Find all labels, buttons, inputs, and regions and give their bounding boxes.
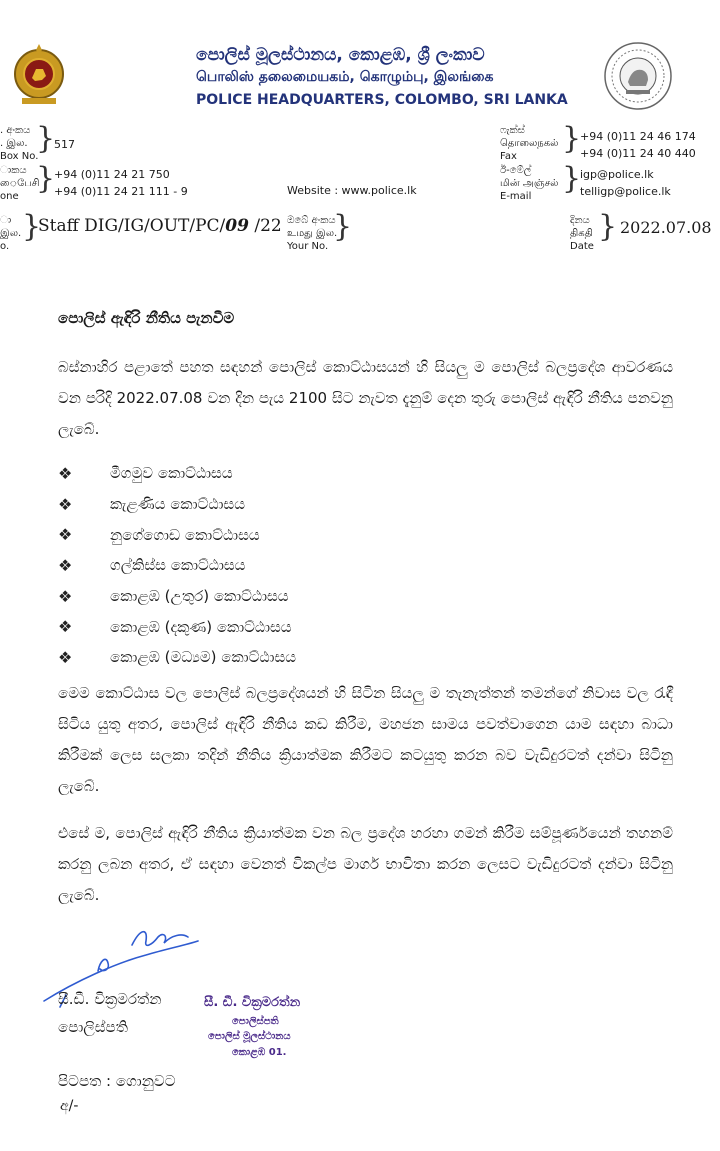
fax-brace: } bbox=[562, 121, 582, 156]
pobox-brace: } bbox=[36, 121, 56, 156]
phone-values bbox=[54, 166, 188, 200]
diamond-bullet-icon: ❖ bbox=[58, 555, 73, 575]
copy-to-line: පිටපත : ගොනුවට bbox=[58, 1072, 176, 1090]
phone-brace: } bbox=[36, 161, 56, 196]
paragraph-2: මෙම කොට්ඨාස වල පොලිස් බලප්‍රදේශයන් හි සිටින සියලු ම තැනැත්තන් තමන්ගේ නිවාස වල රැඳී සිටිය යුතු අතර, පොලිස් ඇඳිරි නීතිය කඩ කිරීම, මහජන සාමය පවත්වාගෙන යාම සඳහා බාධා කිරීමක් ලෙස සලකා තදින් නීතිය ක්‍රියාත්මක කිරීමට කටයුතු කරන බව වැඩිදුරටත් දන්වා සිටිනු ලැබේ. bbox=[58, 684, 673, 795]
end-mark: අ/- bbox=[60, 1098, 79, 1114]
email-brace: } bbox=[562, 161, 582, 196]
signatory-name: සී.ඩී. වික්‍රමරත්න bbox=[58, 990, 162, 1008]
list-item: ❖ නුගේගොඩ කොට්ඨාසය bbox=[58, 525, 260, 545]
paragraph-1: බස්නාහිර පළාතේ පහත සඳහන් පොලිස් කොට්ඨාසයන් හි සියලු ම පොලිස් බලප්‍රදේශ ආවරණය වන පරිදි 2022.07.08 වන දින පැය 2100 සිට නැවත දැනුම් දෙන තුරු පොලිස් ඇඳිරි නීතිය පනවනු ලැබේ. bbox=[58, 358, 673, 438]
fax-value-2: +94 (0)11 24 40 440 bbox=[580, 147, 696, 160]
pobox-label: . අංකය . இல. Box No. bbox=[0, 125, 39, 162]
stamp-title: පොලිස්පති bbox=[232, 1016, 279, 1027]
stamp-name: සී. ඩී. වික්‍රමරත්න bbox=[204, 995, 301, 1010]
fax-label: ෆැක්ස් தொலைநகல் Fax bbox=[500, 125, 559, 162]
diamond-bullet-icon: ❖ bbox=[58, 586, 73, 606]
division-list bbox=[58, 458, 296, 673]
diamond-bullet-icon: ❖ bbox=[58, 647, 73, 667]
stamp-office: පොලිස් මූලස්ථානය bbox=[208, 1031, 291, 1042]
list-item: ❖ මීගමුව කොට්ඨාසය bbox=[58, 463, 233, 483]
letterhead-title-tamil: பொலிஸ் தலைமையகம், கொழும்பு, இலங்கை bbox=[196, 69, 494, 85]
letterhead-title-english: POLICE HEADQUARTERS, COLOMBO, SRI LANKA bbox=[196, 92, 568, 108]
email-value-2[interactable]: telligp@police.lk bbox=[580, 185, 671, 198]
letterhead-title-sinhala: පොලිස් මූලස්ථානය, කොළඹ, ශ්‍රී ලංකාව bbox=[196, 45, 485, 65]
reference-number: Staff DIG/IG/OUT/PC/09 /22 bbox=[38, 216, 282, 236]
pobox-value: 517 bbox=[54, 138, 75, 151]
my-no-brace: } bbox=[22, 209, 42, 244]
email-label: ඊ-මේල් மின் அஞ்சல் E-mail bbox=[500, 165, 559, 202]
document-date: 2022.07.08 bbox=[620, 218, 712, 237]
signatory-title: පොලිස්පති bbox=[58, 1018, 128, 1036]
my-no-label: ා இல. o. bbox=[0, 215, 22, 252]
fax-value-1: +94 (0)11 24 46 174 bbox=[580, 130, 696, 143]
list-item: ❖ කැළණිය කොට්ඨාසය bbox=[58, 494, 245, 514]
your-no-label: ඔබේ අංකය உமது இல. Your No. bbox=[287, 215, 338, 252]
list-item: ❖ කොළඹ (දකුණ) කොට්ඨාසය bbox=[58, 617, 292, 637]
website-link[interactable]: Website : www.police.lk bbox=[287, 184, 417, 197]
phone-value-2: +94 (0)11 24 21 111 - 9 bbox=[54, 185, 188, 198]
diamond-bullet-icon: ❖ bbox=[58, 525, 73, 545]
list-item: ❖ කොළඹ (උතුර) කොට්ඨාසය bbox=[58, 586, 289, 606]
notice-heading: පොලිස් ඇඳිරි නීතිය පැනවීම bbox=[58, 309, 235, 327]
your-no-brace: } bbox=[333, 209, 353, 244]
email-values bbox=[580, 166, 671, 200]
date-brace: } bbox=[598, 209, 618, 244]
list-item: ❖ ගල්කිස්ස කොට්ඨාසය bbox=[58, 555, 246, 575]
reference-number-handwritten: 09 bbox=[225, 216, 249, 236]
paragraph-3: එසේ ම, පොලිස් ඇඳිරි නීතිය ක්‍රියාත්මක වන බල ප්‍රදේශ හරහා ගමන් කිරීම සම්පූර්ණයෙන් තහනම් කරනු ලබන අතර, ඒ සඳහා වෙනත් විකල්ප මාර්ග භාවිතා කරන ලෙසට වැඩිදුරටත් දන්වා සිටිනු ලැබේ. bbox=[58, 824, 673, 904]
phone-label: ාකය ைபேசி one bbox=[0, 165, 40, 202]
stamp-city: කොළඹ 01. bbox=[232, 1047, 287, 1058]
email-value-1[interactable]: igp@police.lk bbox=[580, 168, 654, 181]
list-item: ❖ කොළඹ (මධ්‍යම) කොට්ඨාසය bbox=[58, 647, 297, 667]
national-emblem-icon bbox=[8, 36, 70, 108]
diamond-bullet-icon: ❖ bbox=[58, 617, 73, 637]
police-emblem-icon bbox=[602, 40, 674, 112]
diamond-bullet-icon: ❖ bbox=[58, 463, 73, 483]
fax-values bbox=[580, 128, 696, 162]
diamond-bullet-icon: ❖ bbox=[58, 494, 73, 514]
phone-value-1: +94 (0)11 24 21 750 bbox=[54, 168, 170, 181]
date-label: දිනය திகதி Date bbox=[570, 215, 594, 252]
